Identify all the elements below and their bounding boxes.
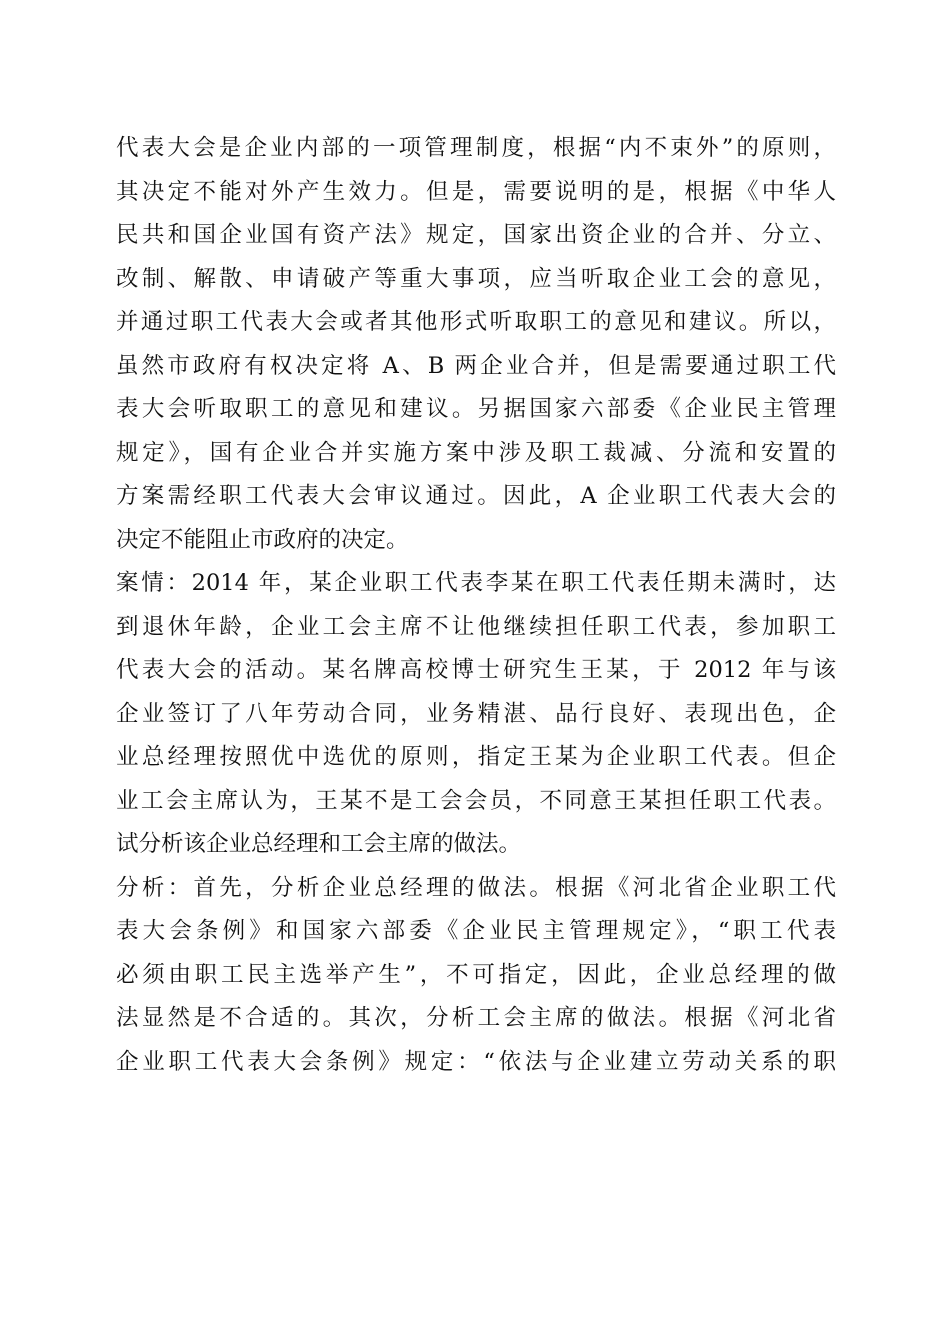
text-line: 企业职工代表大会条例》规定：“依法与企业建立劳动关系的职 <box>116 1048 836 1075</box>
text-line: 民共和国企业国有资产法》规定，国家出资企业的合并、分立、 <box>116 222 836 248</box>
text-line: 虽然市政府有权决定将 A、B 两企业合并，但是需要通过职工代 <box>116 352 836 379</box>
text-line: 案情：2014 年，某企业职工代表李某在职工代表任期未满时，达 <box>116 570 836 596</box>
text-line: 代表大会是企业内部的一项管理制度，根据“内不束外”的原则， <box>116 135 836 161</box>
text-line: 方案需经职工代表大会审议通过。因此，A 企业职工代表大会的 <box>116 483 836 509</box>
text-line: 分析：首先，分析企业总经理的做法。根据《河北省企业职工代 <box>116 874 836 901</box>
text-line: 改制、解散、申请破产等重大事项，应当听取企业工会的意见， <box>116 265 836 292</box>
text-line: 规定》，国有企业合并实施方案中涉及职工裁减、分流和安置的 <box>116 439 836 466</box>
document-body <box>116 127 836 1084</box>
text-line: 其决定不能对外产生效力。但是，需要说明的是，根据《中华人 <box>116 178 836 205</box>
text-line: 到退休年龄，企业工会主席不让他继续担任职工代表，参加职工 <box>116 613 836 640</box>
text-line: 表大会听取职工的意见和建议。另据国家六部委《企业民主管理 <box>116 396 836 422</box>
text-line: 企业签订了八年劳动合同，业务精湛、品行良好、表现出色，企 <box>116 700 836 727</box>
text-line: 必须由职工民主选举产生”，不可指定，因此，企业总经理的做 <box>116 961 836 988</box>
text-line: 试分析该企业总经理和工会主席的做法。 <box>116 831 522 857</box>
text-line: 业总经理按照优中选优的原则，指定王某为企业职工代表。但企 <box>116 744 836 770</box>
text-line: 并通过职工代表大会或者其他形式听取职工的意见和建议。所以， <box>116 309 836 335</box>
text-line: 法显然是不合适的。其次，分析工会主席的做法。根据《河北省 <box>116 1005 836 1031</box>
text-line: 代表大会的活动。某名牌高校博士研究生王某，于 2012 年与该 <box>116 657 836 683</box>
text-line: 业工会主席认为，王某不是工会会员，不同意王某担任职工代表。 <box>116 787 836 814</box>
text-line: 表大会条例》和国家六部委《企业民主管理规定》，“职工代表 <box>116 918 836 944</box>
text-line: 决定不能阻止市政府的决定。 <box>116 526 409 553</box>
